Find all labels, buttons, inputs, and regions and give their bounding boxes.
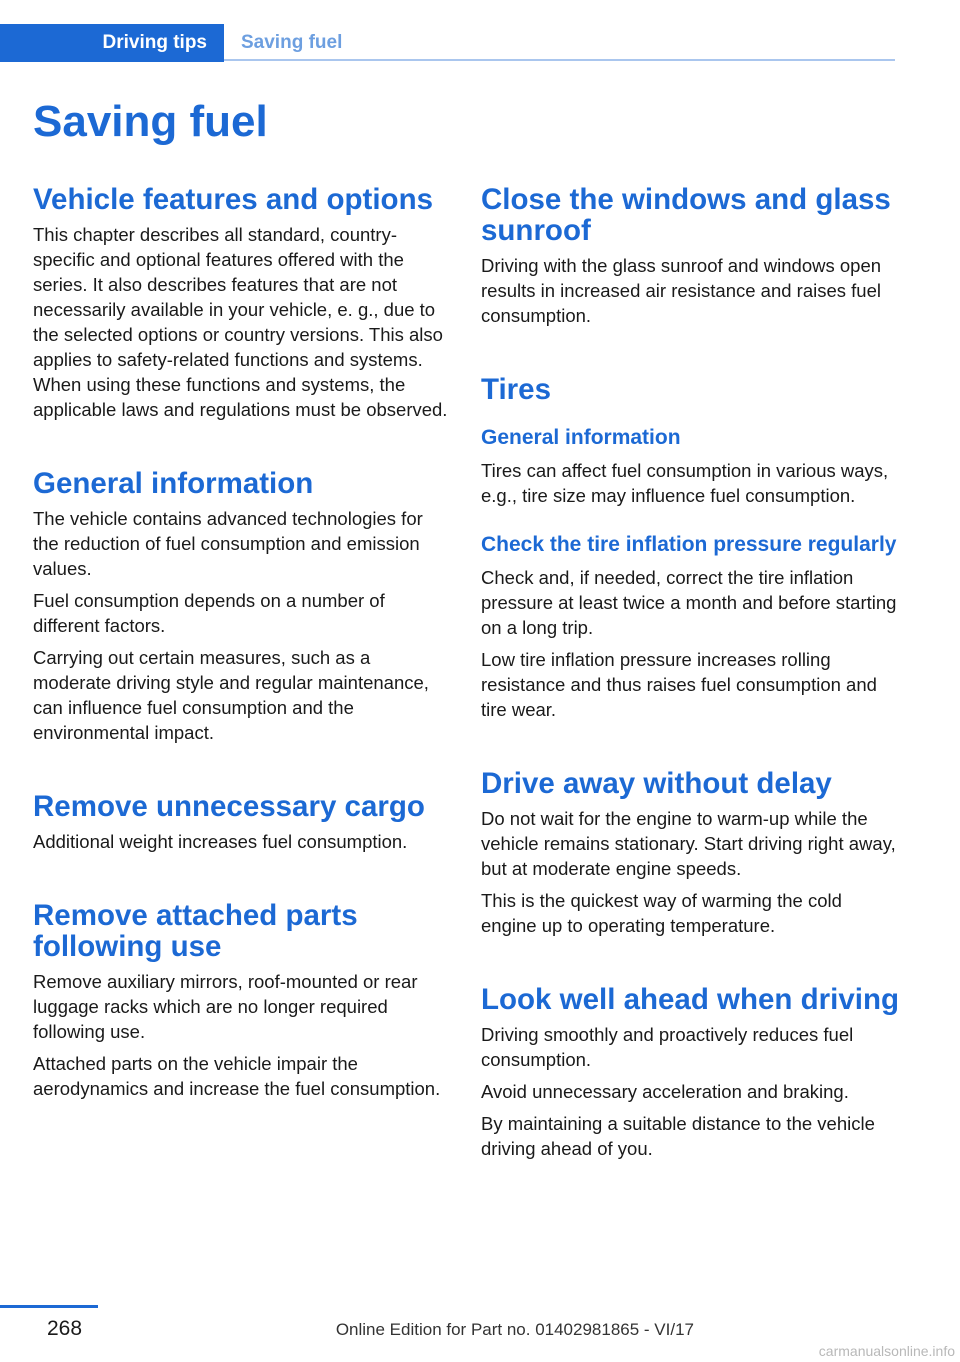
section-heading: Drive away without delay — [481, 767, 832, 800]
section-heading: Close the windows and glass sunroof — [481, 183, 891, 247]
section-vehicle-features — [33, 184, 451, 422]
page-number: 268 — [47, 1317, 83, 1340]
section-remove-attached-parts — [33, 900, 451, 1101]
section-heading: General information — [33, 467, 314, 500]
paragraph: Do not wait for the engine to warm-up while the vehicle remains stationary. Start driving right away, but at moderate engine speeds. — [481, 808, 896, 879]
section-heading: Remove attached parts following use — [33, 899, 358, 963]
section-heading: Look well ahead when driving — [481, 983, 899, 1016]
section-drive-away — [481, 768, 899, 938]
paragraph: Driving with the glass sunroof and windows open results in increased air resistance and raises fuel consumption. — [481, 255, 882, 326]
footer-divider — [0, 1305, 98, 1308]
header-divider — [224, 59, 895, 61]
subsection-heading: Check the tire inflation pressure regularly — [481, 533, 897, 556]
paragraph: Attached parts on the vehicle impair the aerodynamics and increase the fuel consumption. — [33, 1053, 441, 1099]
paragraph: Fuel consumption depends on a number of different factors. — [33, 590, 385, 636]
paragraph: Tires can affect fuel consumption in various ways, e.g., tire size may influence fuel consumption. — [481, 460, 889, 506]
section-close-windows — [481, 184, 899, 328]
section-look-ahead — [481, 984, 899, 1161]
tab-driving-tips[interactable]: Driving tips — [0, 24, 224, 62]
paragraph: Check and, if needed, correct the tire inflation pressure at least twice a month and before starting on a long trip. — [481, 567, 897, 638]
edition-note: Online Edition for Part no. 01402981865 - VI/17 — [335, 1320, 694, 1339]
section-tires — [481, 374, 899, 722]
tab-saving-fuel[interactable]: Saving fuel — [241, 32, 343, 53]
paragraph: Additional weight increases fuel consumption. — [33, 831, 408, 852]
paragraph: This is the quickest way of warming the cold engine up to operating temperature. — [481, 890, 842, 936]
paragraph: Remove auxiliary mirrors, roof-mounted or rear luggage racks which are no longer required following use. — [33, 971, 418, 1042]
page-header — [0, 24, 895, 62]
page-title: Saving fuel — [33, 97, 268, 146]
paragraph: The vehicle contains advanced technologies for the reduction of fuel consumption and emission values. — [33, 508, 423, 579]
section-remove-cargo — [33, 791, 451, 854]
section-heading: Tires — [481, 373, 551, 406]
left-column — [33, 184, 451, 1101]
paragraph: Carrying out certain measures, such as a moderate driving style and regular maintenance, can influence fuel consumption and the environmental impact. — [33, 647, 429, 743]
paragraph: Avoid unnecessary acceleration and braking. — [481, 1081, 849, 1102]
section-heading: Remove unnecessary cargo — [33, 790, 425, 823]
section-general-information — [33, 468, 451, 745]
paragraph: Low tire inflation pressure increases rolling resistance and thus raises fuel consumption and tire wear. — [481, 649, 877, 720]
section-heading: Vehicle features and options — [33, 183, 433, 216]
right-column — [481, 184, 899, 1161]
paragraph: By maintaining a suitable distance to the vehicle driving ahead of you. — [481, 1113, 875, 1159]
paragraph: This chapter describes all standard, country-specific and optional features offered with the series. It also describes features that are not necessarily available in your vehicle, e. g., due to the selected options or country versions. This also applies to safety-related functions and systems. When using these functions and systems, the applicable laws and regulations must be observed. — [33, 224, 448, 420]
paragraph: Driving smoothly and proactively reduces fuel consumption. — [481, 1024, 854, 1070]
watermark: carmanualsonline.info — [818, 1343, 955, 1359]
subsection-heading: General information — [481, 426, 681, 449]
